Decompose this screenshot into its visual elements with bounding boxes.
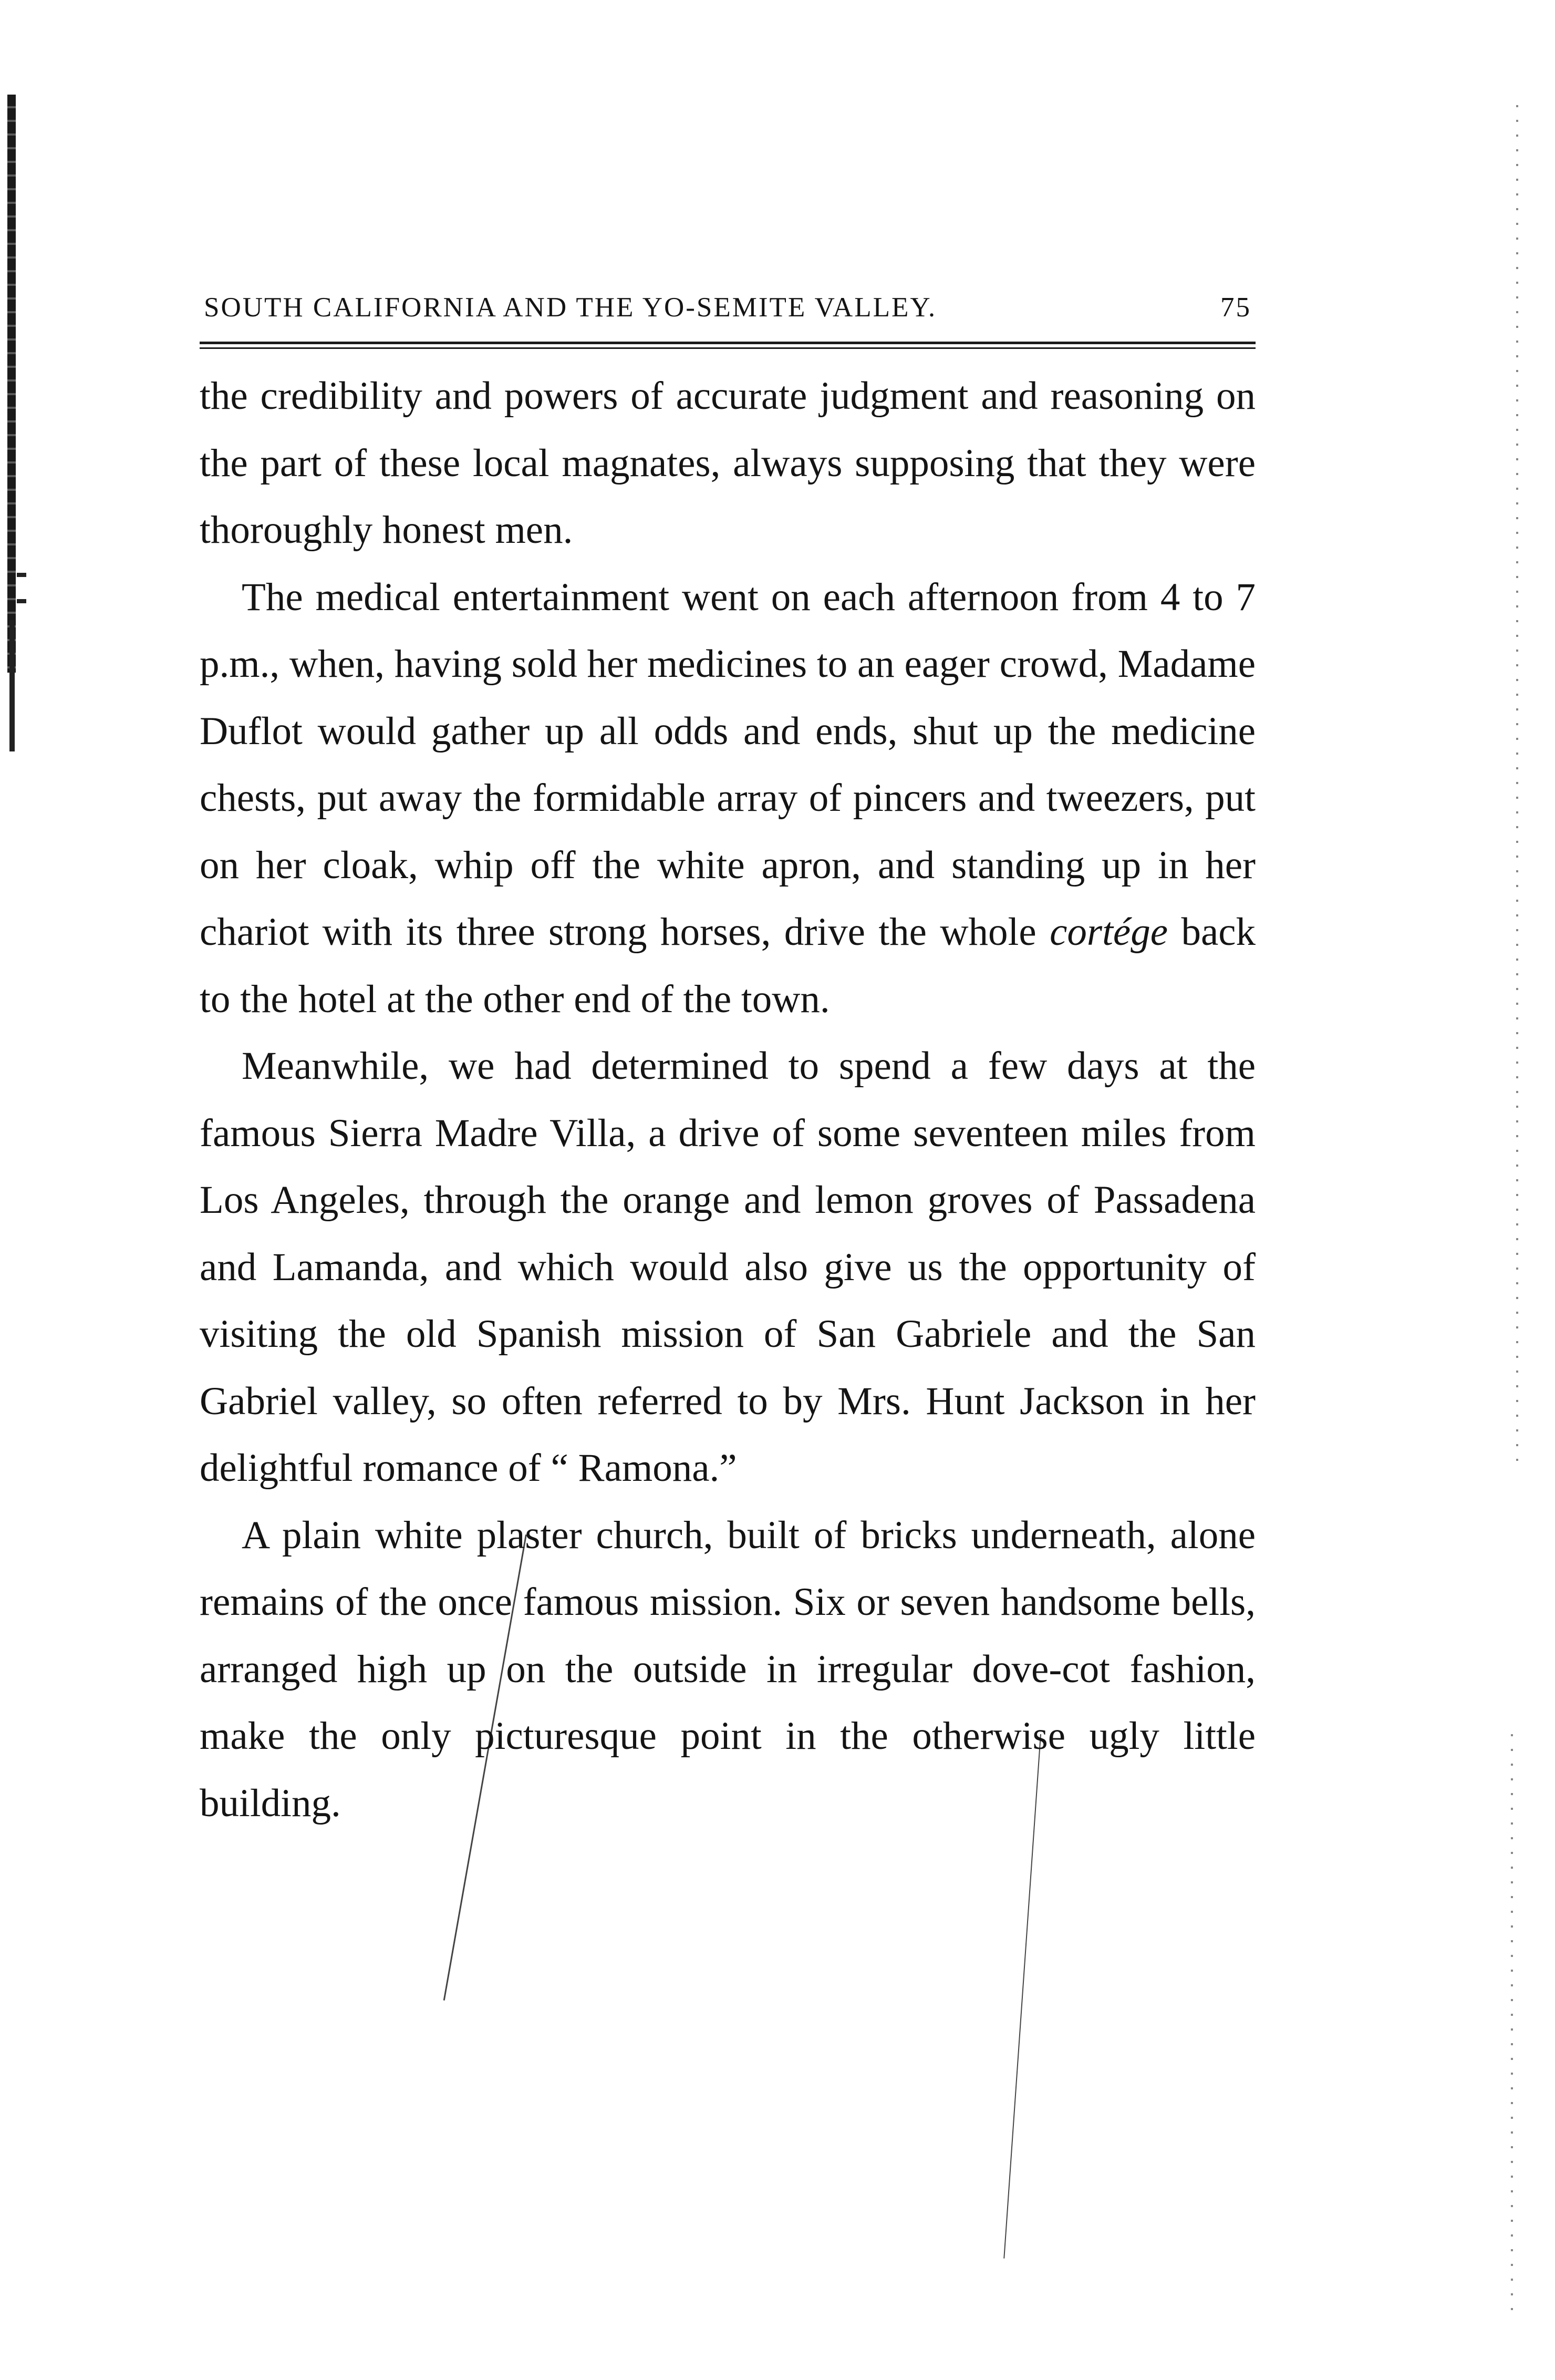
- body-text: [200, 363, 1256, 1837]
- book-page: [200, 284, 1256, 1837]
- paragraph-text: back to the hotel at the other end of the town.: [200, 910, 1256, 1021]
- paragraph: the credibility and powers of accurate judgment and reasoning on the part of these local magnates, always supposing that they were thoroughly honest men.: [200, 374, 1256, 552]
- header-rule-thick: [200, 342, 1256, 344]
- paragraph: Meanwhile, we had determined to spend a few days at the famous Sierra Madre Villa, a drive of some seventeen miles from Los Angeles, through the orange and lemon groves of Passadena and Lamanda, and which would also give us the opportunity of visiting the old Spanish mission of San Gabriele and the San Gabriel valley, so often referred to by Mrs. Hunt Jackson in her delightful romance of “ Ramona.”: [200, 1044, 1256, 1490]
- running-head: [200, 284, 1256, 331]
- binding-edge-lower: [9, 620, 15, 751]
- paragraph: [200, 564, 1256, 1033]
- edge-scan-dots: [1516, 105, 1518, 1471]
- binding-mark: [17, 599, 26, 603]
- binding-mark: [17, 573, 26, 577]
- italic-word: cortége: [1050, 910, 1168, 954]
- binding-edge: [7, 95, 16, 673]
- running-head-title: SOUTH CALIFORNIA AND THE YO-SEMITE VALLEY.: [204, 292, 937, 323]
- page-number: 75: [1220, 292, 1251, 323]
- header-rule-thin: [200, 347, 1256, 349]
- edge-scan-dots: [1511, 1734, 1513, 2312]
- paragraph: A plain white plaster church, built of bricks underneath, alone remains of the once famous mission. Six or seven handsome bells, arranged high up on the outside in irregular dove-cot fashion, make the only picturesque point in the otherwise ugly little building.: [200, 1513, 1256, 1825]
- paragraph-text: The medical entertainment went on each afternoon from 4 to 7 p.m., when, having sold her medicines to an eager crowd, Madame Duflot would gather up all odds and ends, shut up the medicine chests, put away the formidable array of pincers and tweezers, put on her cloak, whip off the white apron, and standing up in her chariot with its three strong horses, drive the whole: [200, 575, 1256, 954]
